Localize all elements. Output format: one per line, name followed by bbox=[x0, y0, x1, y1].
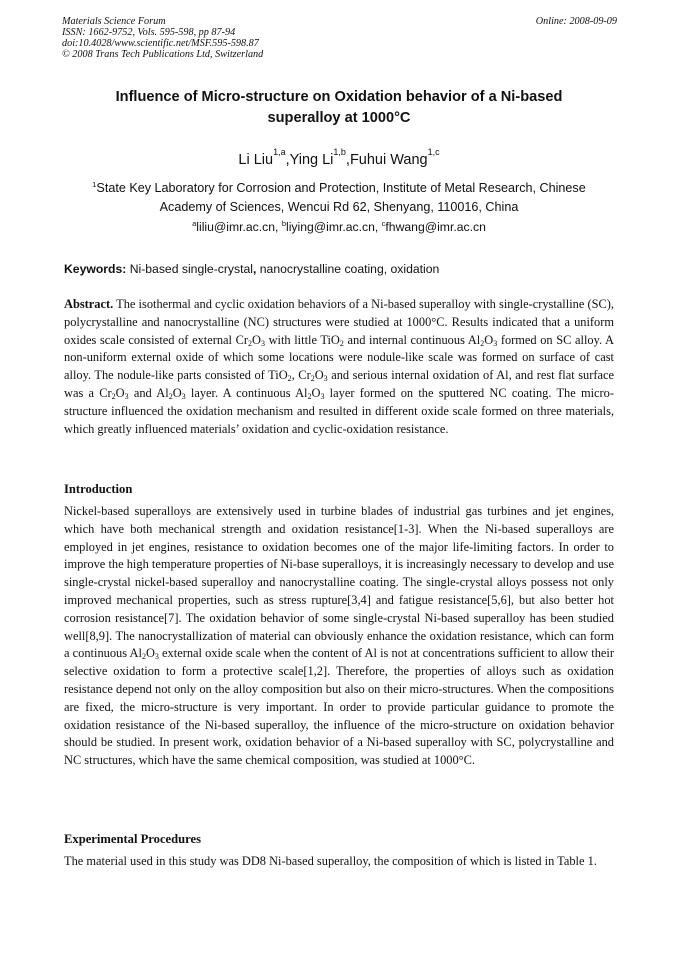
email-link[interactable]: fhwang@imr.ac.cn bbox=[385, 220, 486, 235]
affiliation bbox=[60, 176, 618, 216]
doi: doi:10.4028/www.scientific.net/MSF.595-598.87 bbox=[62, 38, 259, 49]
subscript: 3 bbox=[320, 391, 325, 401]
subscript: 2 bbox=[248, 338, 252, 348]
subscript: 3 bbox=[154, 652, 159, 662]
author-list bbox=[60, 143, 618, 172]
email-link[interactable]: liying@imr.ac.cn, bbox=[285, 220, 382, 235]
keywords-comma: , bbox=[252, 262, 257, 276]
affil-line-2: Academy of Sciences, Wencui Rd 62, Shenyang, 110016, China bbox=[159, 199, 519, 214]
subscript: 3 bbox=[493, 338, 498, 348]
affil-line-1: State Key Laboratory for Corrosion and Protection, Institute of Metal Research, Chinese bbox=[96, 181, 586, 196]
journal-header bbox=[62, 16, 617, 60]
email-mark: b bbox=[281, 219, 286, 228]
paper-title bbox=[60, 87, 618, 129]
abstract-label: Abstract. bbox=[64, 297, 114, 311]
abstract-text: formed on SC alloy. A non-uniform external oxide of which some locations were nodule-like scale was formed on surface of cast alloy. The nodule-like parts consisted of TiO bbox=[64, 332, 614, 383]
subscript: 2 bbox=[339, 338, 344, 348]
subscript: 2 bbox=[310, 374, 315, 384]
online-date: Online: 2008-09-09 bbox=[535, 16, 617, 27]
abstract-text: The isothermal and cyclic oxidation behaviors of a Ni-based superalloy with single-crystalline (SC), polycrystalline and nanocrystalline (NC) structures were studied at 1000°C. Results indicated that a uniform oxides scale consisted of external Cr bbox=[64, 297, 614, 347]
abstract-text: and serious internal oxidation of Al, and rest flat surface was a Cr bbox=[64, 368, 614, 400]
subscript: 2 bbox=[168, 391, 173, 401]
abstract-text: layer formed on the sputtered NC coating. The micro-structure influenced the oxidation mechanism and resulted in different oxide scale formed on three materials, which greatly influenced materials’ oxidation and cyclic-oxidation resistance. bbox=[64, 385, 614, 436]
intro-text: O bbox=[145, 646, 155, 661]
author-name: ,Fuhui Wang bbox=[345, 151, 428, 168]
intro-text: Nickel-based superalloys are extensively used in turbine blades of industrial gas turbines and jet engines, which have both mechanical strength and oxidation resistance[1-3]. When the Ni-based superalloys are employed in jet engines, resistance to oxidation becomes one of the major life-limiting factors. In order to improve the high temperature properties of Ni-base superalloys, it is increasingly necessary to develop and use single-crystal nickel-based superalloy and nanocrystalline coating. The single-crystal alloys possess not only improved mechanical properties, such as stress rupture[3,4] and fatigue resistance[5,6], but also better hot corrosion resistance[7]. The oxidation behavior of some single-crystal Ni-based superalloy has been studied well[8,9]. The nanocrystallization of material can obviously enhance the oxidation resistance, which can form a continuous Al bbox=[64, 504, 614, 661]
email-list bbox=[60, 215, 618, 236]
author-affil-mark: 1,b bbox=[333, 147, 346, 157]
affil-mark: 1 bbox=[92, 180, 97, 189]
author-affil-mark: 1,c bbox=[427, 147, 440, 157]
subscript: 2 bbox=[111, 391, 116, 401]
author-name: ,Ying Li bbox=[285, 151, 334, 168]
email-mark: a bbox=[192, 219, 197, 228]
abstract-text: O bbox=[115, 385, 125, 400]
introduction-text bbox=[64, 503, 614, 770]
title-line-2: superalloy at 1000°C bbox=[267, 110, 411, 126]
keywords bbox=[64, 260, 616, 278]
subscript: 3 bbox=[260, 338, 265, 348]
subscript: 2 bbox=[141, 652, 146, 662]
abstract bbox=[64, 296, 614, 438]
abstract-text: with little TiO bbox=[264, 332, 340, 347]
abstract-text: O bbox=[311, 385, 321, 400]
abstract-text: and Al bbox=[128, 385, 169, 400]
abstract-text: and internal continuous Al bbox=[343, 332, 481, 347]
subscript: 3 bbox=[124, 391, 129, 401]
abstract-text: O bbox=[484, 332, 494, 347]
section-heading-introduction: Introduction bbox=[64, 482, 133, 496]
abstract-text: O bbox=[252, 332, 261, 347]
abstract-text: O bbox=[172, 385, 182, 400]
title-line-1: Influence of Micro-structure on Oxidation behavior of a Ni-based bbox=[115, 89, 563, 105]
email-link[interactable]: liliu@imr.ac.cn, bbox=[196, 220, 282, 235]
keywords-rest: nanocrystalline coating, oxidation bbox=[256, 262, 440, 276]
section-heading-experimental: Experimental Procedures bbox=[64, 832, 201, 846]
subscript: 2 bbox=[307, 391, 312, 401]
abstract-text: O bbox=[314, 368, 324, 383]
copyright: © 2008 Trans Tech Publications Ltd, Switzerland bbox=[62, 49, 264, 60]
keywords-text: Ni-based single-crystal bbox=[126, 262, 253, 276]
subscript: 3 bbox=[181, 391, 186, 401]
journal-name: Materials Science Forum bbox=[62, 16, 166, 27]
email-mark: c bbox=[381, 219, 386, 228]
experimental-text: The material used in this study was DD8 Ni-based superalloy, the composition of which is listed in Table 1. bbox=[64, 854, 597, 868]
subscript: 2 bbox=[480, 338, 485, 348]
subscript: 2 bbox=[287, 374, 292, 384]
intro-text: external oxide scale when the content of Al is not at concentrations sufficient to allow their selective oxidation to form a protective scale[1,2]. Therefore, the properties of alloys such as oxidation resistance depend not only on the alloy composition but also on their micro-structures. When the compositions are fixed, the micro-structure is very important. In order to provide particular guidance to promote the oxidation resistance of the Ni-based superalloy, the influence of the micro-structure on oxidation behavior should be studied. In present work, oxidation behavior of a Ni-based superalloy with SC, polycrystalline and NC structures, which have the same chemical composition, was studied at 1000°C. bbox=[64, 646, 615, 768]
author-name: Li Liu bbox=[238, 151, 274, 168]
abstract-text: , Cr bbox=[291, 368, 311, 383]
issn: ISSN: 1662-9752, Vols. 595-598, pp 87-94 bbox=[62, 27, 236, 38]
subscript: 3 bbox=[323, 374, 328, 384]
abstract-text: layer. A continuous Al bbox=[185, 385, 308, 400]
author-affil-mark: 1,a bbox=[273, 147, 286, 157]
keywords-label: Keywords: bbox=[64, 262, 127, 276]
